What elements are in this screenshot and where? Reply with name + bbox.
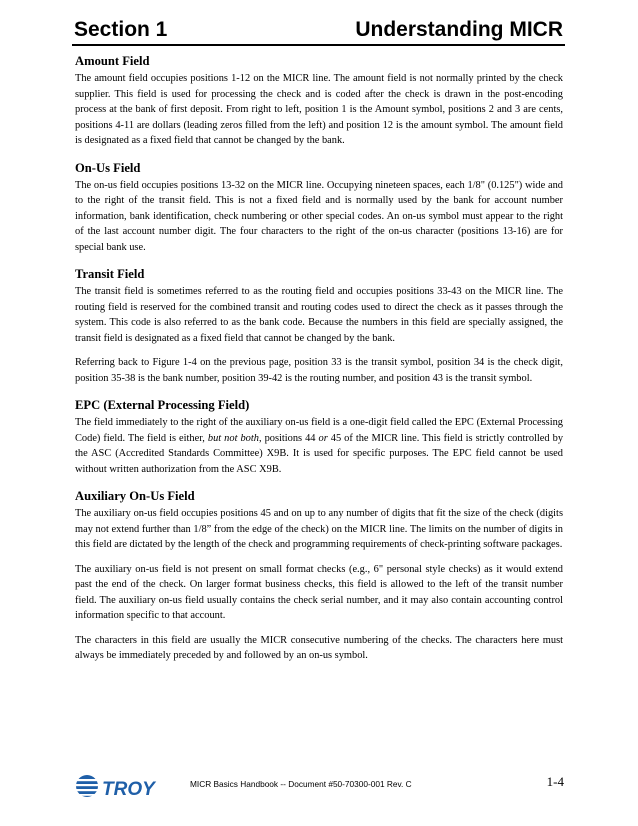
body-paragraph [75, 178, 563, 256]
section-heading: On-Us Field [75, 160, 141, 175]
emphasis-text: or [318, 432, 328, 444]
section-block [75, 267, 563, 386]
document-body [75, 54, 563, 676]
troy-globe-icon [74, 775, 100, 797]
paragraph-text: , positions 44 [258, 432, 319, 444]
troy-logo [72, 770, 172, 800]
section-block [75, 54, 563, 149]
paragraph-text: The on-us field occupies positions 13-32 on the MICR line. Occupying nineteen spaces, each 1/8" (0.125") wide and to the right of the transit field. This is not a fixed field and is normally used by the bank for account number information, bank identification, check numbering or other special codes. An on-us symbol must appear to the right of the last account number digit. The four characters to the right of the on-us character (positions 13-16) are for special bank use. [75, 179, 563, 253]
paragraph-text: The amount field occupies positions 1-12 on the MICR line. The amount field is not normally printed by the check supplier. This field is used for processing the check and is coded after the check is drawn in the post-encoding process at the bank of first deposit. From right to left, position 1 is the Amount symbol, positions 2 and 3 are cents, positions 4-11 are dollars (leading zeros filled from the left) and position 12 is the amount symbol. The amount field is designated as a fixed field that cannot be changed by the bank. [75, 73, 563, 146]
paragraph-text: Referring back to Figure 1-4 on the previous page, position 33 is the transit symbol, position 34 is the check digit, position 35-38 is the bank number, position 39-42 is the routing number, and position 43 is the transit symbol. [75, 357, 563, 384]
troy-logo-text: TROY [102, 779, 155, 800]
body-paragraph [75, 506, 563, 553]
section-title: Understanding MICR [355, 18, 563, 41]
footer-document-title: MICR Basics Handbook -- Document #50-70300-001 Rev. C [190, 779, 412, 789]
paragraph-text: 45 of the MICR line. This field is strictly controlled by the ASC (Accredited Standards Committee) X9B. It is used for specific purposes. The EPC field cannot be used without written authorization from the ASC X9B. [75, 432, 564, 475]
section-label: Section 1 [74, 18, 168, 41]
body-paragraph [75, 415, 563, 477]
body-paragraph [75, 355, 563, 386]
body-paragraph [75, 71, 563, 149]
paragraph-text: The transit field is sometimes referred to as the routing field and occupies positions 33-43 on the MICR line. The routing field is reserved for the combined transit and routing codes used to direct the check as it passes through the system. This code is also referred to as the bank code. Because the numbers in this field are specially assigned, the transit field is designated as a fixed field that cannot be changed by the bank. [75, 286, 563, 344]
section-block [75, 161, 563, 256]
section-heading: Amount Field [75, 54, 150, 68]
section-heading: Transit Field [75, 267, 145, 281]
section-heading: EPC (External Processing Field) [75, 398, 250, 412]
emphasis-text: but not both [207, 432, 259, 444]
section-block [75, 489, 563, 664]
paragraph-text: The field immediately to the right of the auxiliary on-us field is a one-digit field called the EPC (External Processing Code) field. The field is either, [75, 417, 563, 444]
section-heading: Auxiliary On-Us Field [75, 489, 195, 503]
body-paragraph [75, 633, 563, 664]
body-paragraph [75, 562, 563, 624]
page-header [72, 16, 565, 46]
section-block [75, 398, 563, 477]
body-paragraph [75, 284, 563, 346]
page-number: 1-4 [546, 774, 564, 789]
paragraph-text: The auxiliary on-us field is not present on small format checks (e.g., 6" personal style checks) as it would extend past the end of the check. On larger format business checks, this field is allowed to the left of the transit number field. The auxiliary on-us field usually contains the check serial number, and it may also contain accounting control information specific to that account. [75, 563, 563, 621]
paragraph-text: The auxiliary on-us field occupies positions 45 and on up to any number of digits that fit the size of the check (digits may not extend further than 1/8” from the edge of the check) on the MICR line. The limits on the number of digits in this field are dictated by the length of the check and programming requirements of check-printing software packages. [75, 508, 563, 550]
paragraph-text: The characters in this field are usually the MICR consecutive numbering of the checks. The characters here must always be immediately preceded by and followed by an on-us symbol. [75, 634, 563, 661]
